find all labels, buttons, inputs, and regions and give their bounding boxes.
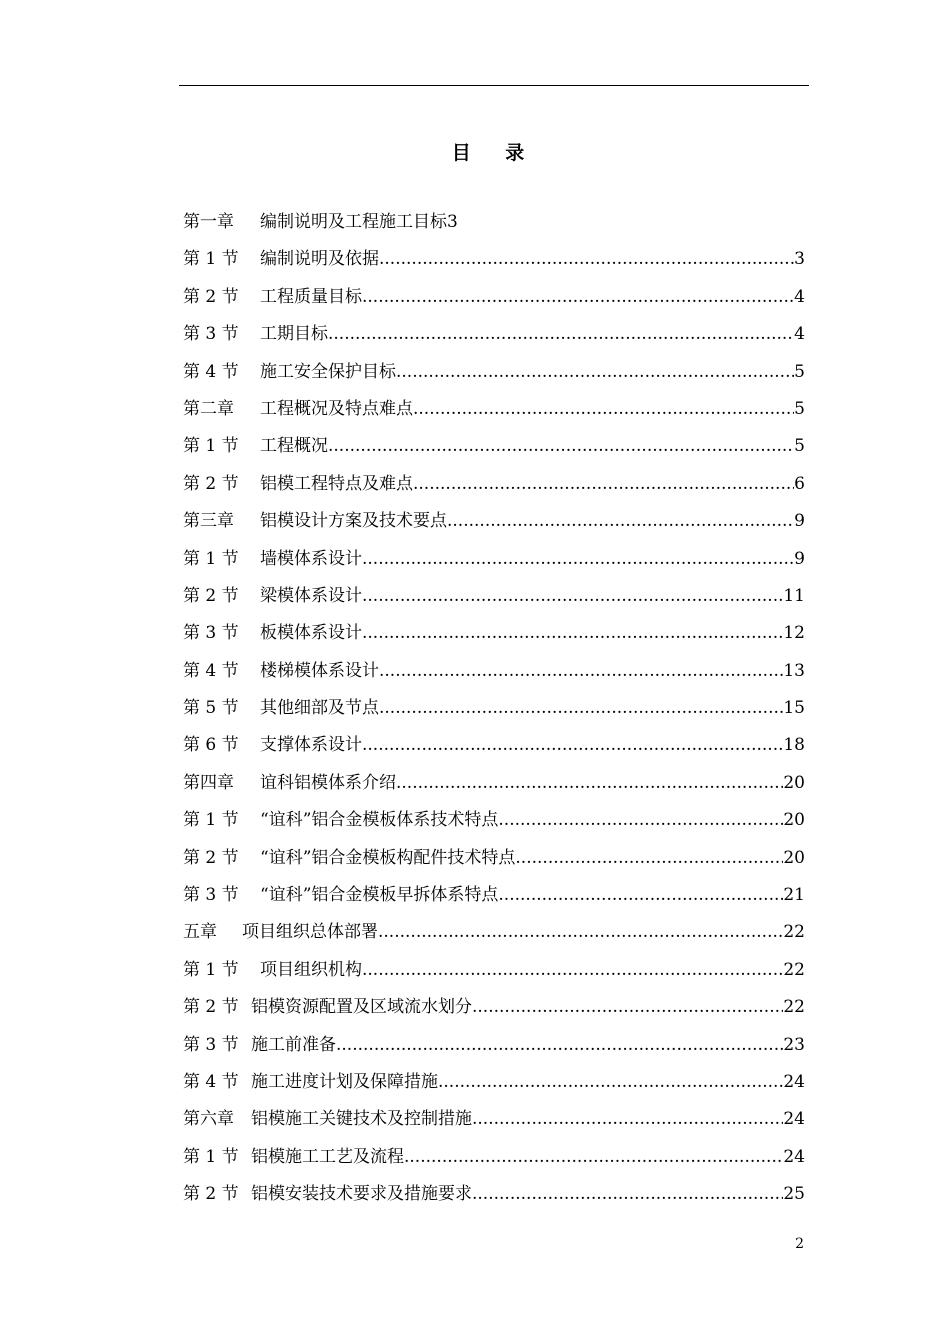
toc-label: 第 3 节 [183, 885, 239, 906]
toc-label: 第 3 节 [183, 1034, 239, 1055]
toc-entry[interactable] [183, 471, 805, 508]
toc-leader [379, 695, 783, 721]
toc-label: 第六章 [183, 1109, 234, 1130]
toc-label: 第 3 节 [183, 324, 239, 345]
toc-leader [447, 508, 794, 534]
toc-label: 第 2 节 [183, 847, 239, 868]
toc-page: 9 [794, 548, 805, 569]
toc-text: 工程质量目标 [260, 286, 362, 307]
toc-text: 其他细部及节点 [260, 698, 379, 719]
toc-leader [379, 658, 783, 684]
toc-text: 墙模体系设计 [260, 548, 362, 569]
toc-entry[interactable] [183, 396, 805, 433]
toc-leader [498, 882, 783, 908]
toc-entry[interactable] [183, 994, 805, 1031]
toc-text: 铝模施工工艺及流程 [251, 1146, 404, 1167]
toc-text: 铝模资源配置及区域流水划分 [251, 997, 472, 1018]
toc-page: 4 [794, 324, 805, 345]
toc-label: 第 4 节 [183, 660, 239, 681]
toc-leader [438, 1069, 783, 1095]
toc-entry[interactable] [183, 246, 805, 283]
toc-entry[interactable] [183, 845, 805, 882]
toc-text: 板模体系设计 [260, 623, 362, 644]
toc-label: 第 2 节 [183, 997, 239, 1018]
toc-leader [378, 919, 783, 945]
toc-text: 梁模体系设计 [260, 585, 362, 606]
toc-page: 6 [794, 473, 805, 494]
toc-text: “谊科”铝合金模板构配件技术特点 [260, 847, 516, 868]
toc-label: 第 1 节 [183, 959, 239, 980]
toc-entry[interactable] [183, 1106, 805, 1143]
toc-leader [379, 246, 794, 272]
toc-leader [396, 770, 783, 796]
page-title: 目 录 [451, 142, 539, 164]
toc-text: 编制说明及工程施工目标 [260, 212, 447, 232]
toc-label: 第 2 节 [183, 1184, 239, 1205]
toc-entry[interactable] [183, 508, 805, 545]
toc-page: 24 [783, 1109, 805, 1130]
toc-text: 施工安全保护目标 [260, 361, 396, 382]
toc-text: 谊科铝模体系介绍 [260, 772, 396, 793]
toc-leader [396, 359, 794, 385]
toc-text: 施工前准备 [251, 1034, 336, 1055]
toc-label: 第 1 节 [183, 436, 239, 457]
toc-leader [472, 1181, 783, 1207]
toc-text: 铝模安装技术要求及措施要求 [251, 1184, 472, 1205]
toc-page: 25 [783, 1184, 805, 1205]
toc-entry[interactable] [183, 695, 805, 732]
toc-text: 铝模设计方案及技术要点 [260, 511, 447, 532]
toc-text: 工程概况及特点难点 [260, 398, 413, 419]
toc-leader [413, 396, 794, 422]
toc-leader [336, 1032, 783, 1058]
toc-leader [413, 471, 794, 497]
toc-label: 第三章 [183, 511, 234, 532]
toc-text: 铝模工程特点及难点 [260, 473, 413, 494]
toc-label: 第 1 节 [183, 810, 239, 831]
toc-leader [472, 1106, 783, 1132]
toc-label: 第 6 节 [183, 735, 239, 756]
toc-entry[interactable] [183, 770, 805, 807]
toc-entry[interactable] [183, 919, 805, 956]
toc-text: 编制说明及依据 [260, 249, 379, 270]
toc-page: 23 [783, 1034, 805, 1055]
toc-page: 18 [783, 735, 805, 756]
toc-entry[interactable] [183, 321, 805, 358]
toc-leader [362, 620, 783, 646]
toc-label: 第 3 节 [183, 623, 239, 644]
toc-leader [515, 845, 783, 871]
toc-page: 22 [783, 922, 805, 943]
toc-page: 9 [794, 511, 805, 532]
toc-entry[interactable] [183, 620, 805, 657]
toc-entry[interactable] [183, 284, 805, 321]
toc-page: 13 [783, 660, 805, 681]
toc-page: 3 [794, 249, 805, 270]
toc-leader [362, 732, 783, 758]
header-rule [179, 85, 809, 86]
toc-label: 第一章 [183, 212, 234, 232]
toc-leader [498, 807, 783, 833]
toc-text: “谊科”铝合金模板早拆体系特点 [260, 885, 499, 906]
toc-page: 5 [794, 361, 805, 382]
toc-entry[interactable] [183, 807, 805, 844]
toc-entry[interactable] [183, 1032, 805, 1069]
toc-page: 24 [783, 1071, 805, 1092]
toc-label: 第 5 节 [183, 698, 239, 719]
toc-text: 铝模施工关键技术及控制措施 [251, 1109, 472, 1130]
page-number: 2 [795, 1236, 804, 1252]
toc-text: 工程概况 [260, 436, 328, 457]
toc-page: 11 [783, 585, 805, 606]
toc-entry[interactable] [183, 957, 805, 994]
toc-page: 20 [783, 847, 805, 868]
toc-page: 12 [783, 623, 805, 644]
toc-page: 3 [447, 212, 458, 232]
toc-label: 第 4 节 [183, 361, 239, 382]
toc-entry[interactable] [183, 882, 805, 919]
toc-label: 第 2 节 [183, 473, 239, 494]
toc-leader [362, 546, 794, 572]
toc-leader [328, 433, 794, 459]
toc-entry[interactable] [183, 209, 458, 246]
toc-text: 支撑体系设计 [260, 735, 362, 756]
toc-label: 第 2 节 [183, 286, 239, 307]
toc-text: 楼梯模体系设计 [260, 660, 379, 681]
toc-page: 24 [783, 1146, 805, 1167]
toc-entry[interactable] [183, 433, 805, 470]
toc-page: 5 [794, 436, 805, 457]
toc-entry[interactable] [183, 658, 805, 695]
toc-leader [362, 284, 794, 310]
toc-text: 项目组织总体部署 [242, 922, 378, 943]
toc-entry[interactable] [183, 359, 805, 396]
toc-entry[interactable] [183, 732, 805, 769]
toc-text: 项目组织机构 [260, 959, 362, 980]
toc-text: 工期目标 [260, 324, 328, 345]
toc-page: 21 [783, 885, 805, 906]
toc-page: 20 [783, 772, 805, 793]
toc-label: 第 1 节 [183, 249, 239, 270]
toc-leader [404, 1144, 783, 1170]
toc-entry[interactable] [183, 1144, 805, 1181]
toc-text: 施工进度计划及保障措施 [251, 1071, 438, 1092]
toc-leader [472, 994, 783, 1020]
toc-page: 22 [783, 959, 805, 980]
toc-leader [362, 583, 783, 609]
toc-label: 第二章 [183, 398, 234, 419]
toc-entry[interactable] [183, 583, 805, 620]
toc-label: 第四章 [183, 772, 234, 793]
toc-entry[interactable] [183, 1181, 805, 1218]
toc-label: 第 1 节 [183, 548, 239, 569]
toc-page: 4 [794, 286, 805, 307]
toc-leader [362, 957, 783, 983]
toc-leader [328, 321, 794, 347]
toc-label: 第 1 节 [183, 1146, 239, 1167]
toc-label: 五章 [183, 922, 217, 943]
table-of-contents [183, 209, 805, 1219]
toc-entry[interactable] [183, 546, 805, 583]
toc-label: 第 4 节 [183, 1071, 239, 1092]
toc-text: “谊科”铝合金模板体系技术特点 [260, 810, 499, 831]
toc-entry[interactable] [183, 1069, 805, 1106]
toc-page: 15 [783, 698, 805, 719]
toc-page: 22 [783, 997, 805, 1018]
toc-page: 5 [794, 398, 805, 419]
toc-page: 20 [783, 810, 805, 831]
toc-label: 第 2 节 [183, 585, 239, 606]
